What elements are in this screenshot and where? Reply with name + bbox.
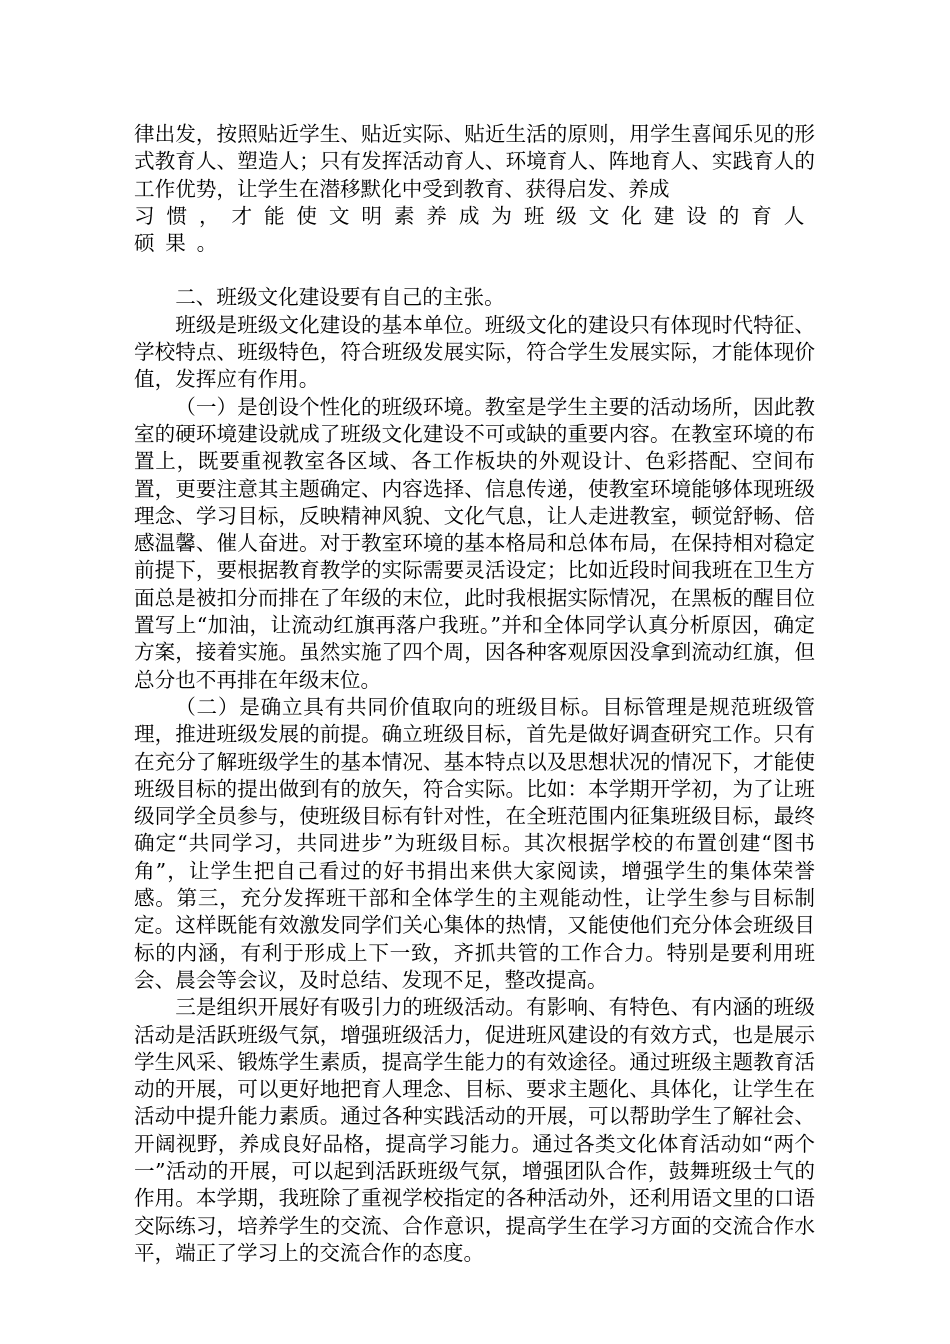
- paragraph-continuation-end: 习惯，才能使文明素养成为班级文化建设的育人硕果。: [134, 203, 815, 256]
- paragraph: （一）是创设个性化的班级环境。教室是学生主要的活动场所，因此教室的硬环境建设就成了班级文化建设不可或缺的重要内容。在教室环境的布置上，既要重视教室各区域、各工作板块的外观设计、色彩搭配、空间布置，更要注意其主题确定、内容选择、信息传递，使教室环境能够体现班级理念、学习目标，反映精神风貌、文化气息，让人走进教室，顿觉舒畅、倍感温馨、催人奋进。对于教室环境的基本格局和总体布局，在保持相对稳定前提下，要根据教育教学的实际需要灵活设定；比如近段时间我班在卫生方面总是被扣分而排在了年级的末位，此时我根据实际情况，在黑板的醒目位置写上“加油，让流动红旗再落户我班。”并和全体同学认真分析原因，确定方案，接着实施。虽然实施了四个周，因各种客观原因没拿到流动红旗，但总分也不再排在年级末位。: [134, 394, 815, 692]
- paragraph: （二）是确立具有共同价值取向的班级目标。目标管理是规范班级管理，推进班级发展的前提。确立班级目标，首先是做好调查研究工作。只有在充分了解班级学生的基本情况、基本特点以及思想状况的情况下，才能使班级目标的提出做到有的放矢，符合实际。比如：本学期开学初，为了让班级同学全员参与，使班级目标有针对性，在全班范围内征集班级目标，最终确定“共同学习，共同进步”为班级目标。其次根据学校的布置创建“图书角”，让学生把自己看过的好书捐出来供大家阅读，增强学生的集体荣誉感。第三，充分发挥班干部和全体学生的主观能动性，让学生参与目标制定。这样既能有效激发同学们关心集体的热情，又能使他们充分体会班级目标的内涵，有利于形成上下一致，齐抓共管的工作合力。特别是要利用班会、晨会等会议，及时总结、发现不足，整改提高。: [134, 694, 815, 992]
- paragraph: 三是组织开展好有吸引力的班级活动。有影响、有特色、有内涵的班级活动是活跃班级气氛，增强班级活力，促进班风建设的有效方式，也是展示学生风采、锻炼学生素质，提高学生能力的有效途径。通过班级主题教育活动的开展，可以更好地把育人理念、目标、要求主题化、具体化，让学生在活动中提升能力素质。通过各种实践活动的开展，可以帮助学生了解社会、开阔视野，养成良好品格，提高学习能力。通过各类文化体育活动如“两个一”活动的开展，可以起到活跃班级气氛，增强团队合作，鼓舞班级士气的作用。本学期，我班除了重视学校指定的各种活动外，还利用语文里的口语交际练习，培养学生的交流、合作意识，提高学生在学习方面的交流合作水平，端正了学习上的交流合作的态度。: [134, 995, 815, 1265]
- paragraph: 班级是班级文化建设的基本单位。班级文化的建设只有体现时代特征、学校特点、班级特色，符合班级发展实际，符合学生发展实际，才能体现价值，发挥应有作用。: [134, 312, 815, 392]
- blank-line: [134, 257, 815, 284]
- document-body: [134, 121, 815, 1267]
- section-heading: 二、班级文化建设要有自己的主张。: [175, 285, 505, 310]
- paragraph-continuation: 律出发，按照贴近学生、贴近实际、贴近生活的原则，用学生喜闻乐见的形式教育人、塑造人；只有发挥活动育人、环境育人、阵地育人、实践育人的工作优势，让学生在潜移默化中受到教育、获得启发、养成: [134, 122, 815, 201]
